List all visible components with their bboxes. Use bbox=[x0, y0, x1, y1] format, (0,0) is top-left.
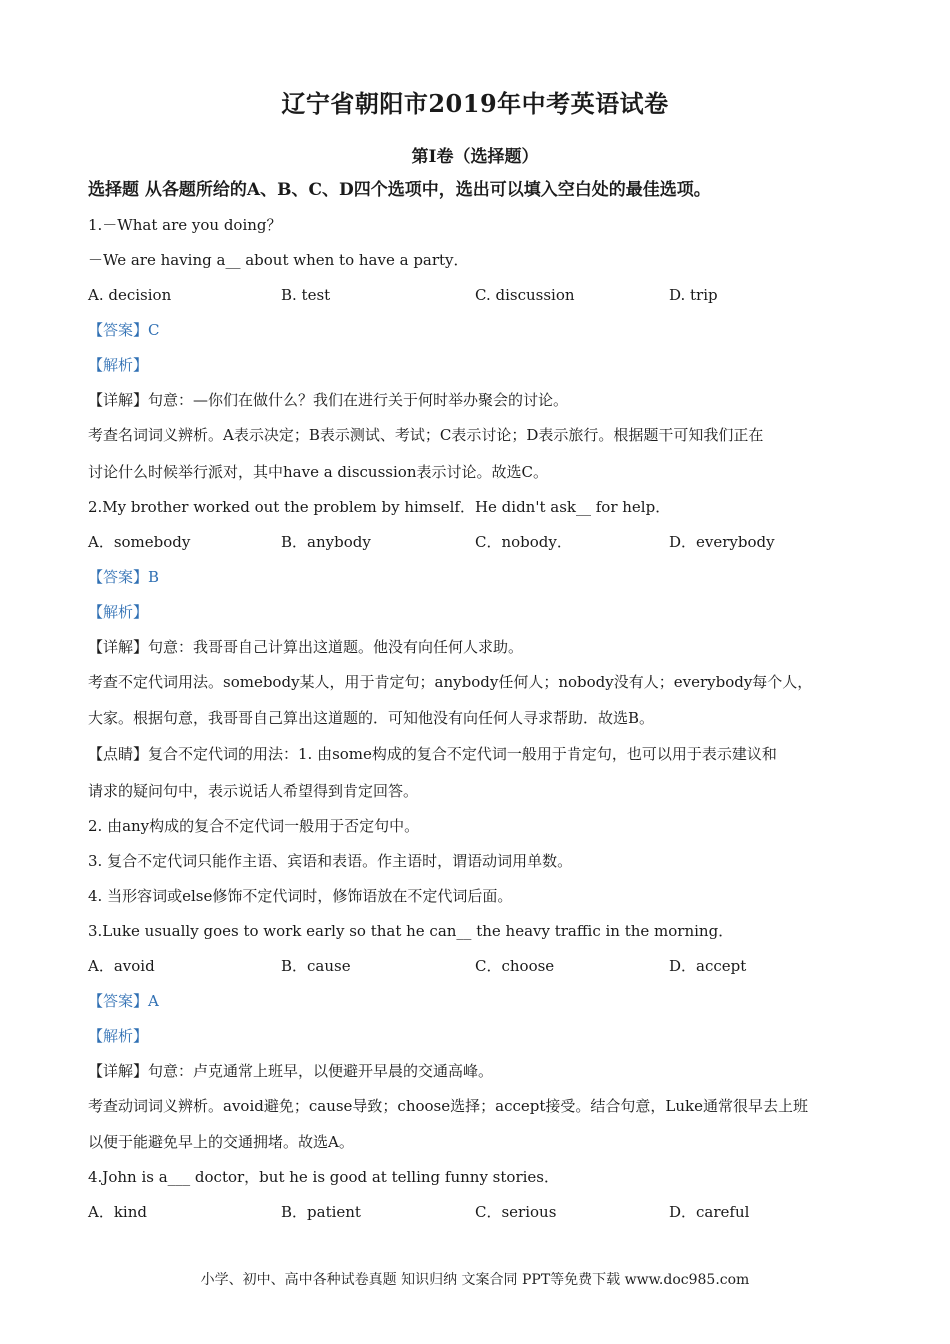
q2-point-line5: 4. 当形容词或else修饰不定代词时，修饰语放在不定代词后面。 bbox=[88, 887, 513, 905]
q2-detail-line2: 考查不定代词用法。somebody某人，用于肯定句；anybody任何人；nobody没有人；everybody每个人， bbox=[88, 673, 813, 691]
q3-detail-line2: 考查动词词义辨析。avoid避免；cause导致；choose选择；accept接受。结合句意，Luke通常很早去上班 bbox=[88, 1097, 808, 1115]
q3-option-a: A．avoid bbox=[88, 957, 155, 975]
q1-answer: 【答案】C bbox=[88, 321, 160, 339]
q3-detail-line1: 【详解】句意：卢克通常上班早，以便避开早晨的交通高峰。 bbox=[88, 1062, 494, 1080]
q3-answer: 【答案】A bbox=[88, 992, 159, 1010]
q1-option-c: C. discussion bbox=[475, 286, 575, 304]
q4-stem: 4.John is a___ doctor，but he is good at telling funny stories． bbox=[88, 1168, 559, 1186]
q1-detail-line1: 【详解】句意：—你们在做什么？我们在进行关于何时举办聚会的讨论。 bbox=[88, 391, 569, 409]
q1-option-a: A. decision bbox=[88, 286, 172, 304]
instruction: 选择题 从各题所给的A、B、C、D四个选项中，选出可以填入空白处的最佳选项。 bbox=[88, 180, 711, 200]
section-subtitle: 第I卷（选择题） bbox=[411, 147, 539, 167]
q1-detail-line2: 考查名词词义辨析。A表示决定；B表示测试、考试；C表示讨论；D表示旅行。根据题干可知我们正在 bbox=[88, 426, 764, 444]
q2-stem: 2.My brother worked out the problem by himself．He didn't ask__ for help． bbox=[88, 498, 671, 516]
page-title: 辽宁省朝阳市2019年中考英语试卷 bbox=[281, 89, 669, 118]
q4-option-b: B．patient bbox=[281, 1203, 361, 1221]
q3-option-c: C．choose bbox=[475, 957, 555, 975]
q1-option-d: D. trip bbox=[669, 286, 718, 304]
q1-option-b: B. test bbox=[281, 286, 331, 304]
q4-option-d: D．careful bbox=[669, 1203, 750, 1221]
q3-stem: 3.Luke usually goes to work early so that he can__ the heavy traffic in the morning． bbox=[88, 922, 734, 940]
q1-analysis-label: 【解析】 bbox=[88, 356, 149, 374]
q2-option-a: A．somebody bbox=[88, 533, 191, 551]
q4-option-c: C．serious bbox=[475, 1203, 557, 1221]
q3-option-d: D．accept bbox=[669, 957, 747, 975]
q2-answer: 【答案】B bbox=[88, 568, 160, 586]
q3-analysis-label: 【解析】 bbox=[88, 1027, 149, 1045]
q2-detail-line3: 大家。根据句意，我哥哥自己算出这道题的．可知他没有向任何人寻求帮助．故选B。 bbox=[88, 709, 655, 727]
q1-detail-line3: 讨论什么时候举行派对，其中have a discussion表示讨论。故选C。 bbox=[88, 463, 548, 481]
q2-analysis-label: 【解析】 bbox=[88, 603, 149, 621]
q2-point-line1: 【点睛】复合不定代词的用法：1. 由some构成的复合不定代词一般用于肯定句，也可以用于表示建议和 bbox=[88, 745, 777, 763]
q3-option-b: B．cause bbox=[281, 957, 351, 975]
q2-detail-line1: 【详解】句意：我哥哥自己计算出这道题。他没有向任何人求助。 bbox=[88, 638, 524, 656]
q2-point-line2: 请求的疑问句中，表示说话人希望得到肯定回答。 bbox=[88, 782, 419, 800]
q2-point-line3: 2. 由any构成的复合不定代词一般用于否定句中。 bbox=[88, 817, 420, 835]
q2-option-b: B．anybody bbox=[281, 533, 371, 551]
q2-option-c: C．nobody． bbox=[475, 533, 572, 551]
page-footer: 小学、初中、高中各种试卷真题 知识归纳 文案合同 PPT等免费下载 www.doc985.com bbox=[200, 1272, 750, 1288]
q1-stem-line1: 1.－What are you doing？ bbox=[88, 216, 282, 234]
q4-option-a: A．kind bbox=[88, 1203, 147, 1221]
q3-detail-line3: 以便于能避免早上的交通拥堵。故选A。 bbox=[88, 1133, 354, 1151]
q2-point-line4: 3. 复合不定代词只能作主语、宾语和表语。作主语时，谓语动词用单数。 bbox=[88, 852, 573, 870]
q2-option-d: D．everybody bbox=[669, 533, 775, 551]
q1-stem-line2: －We are having a__ about when to have a party． bbox=[88, 251, 469, 269]
